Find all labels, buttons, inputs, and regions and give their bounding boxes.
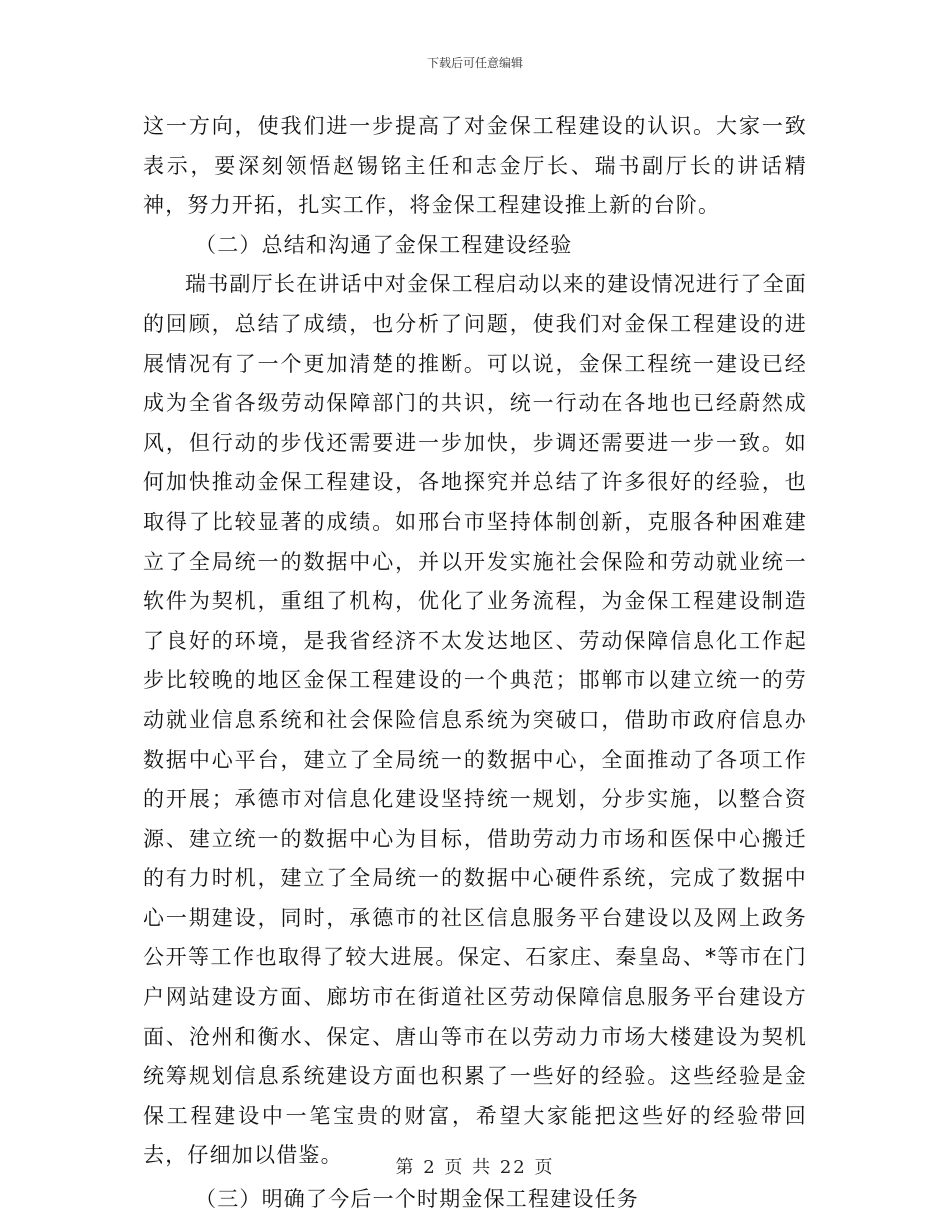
section-heading-3: （三）明确了今后一个时期金保工程建设任务	[195, 1187, 639, 1212]
paragraph-continuation: 这一方向，使我们进一步提高了对金保工程建设的认识。大家一致表示，要深刻领悟赵锡铭主任和志金厅长、瑞书副厅长的讲话精神，努力开拓，扎实工作，将金保工程建设推上新的台阶。	[143, 114, 807, 218]
document-body	[143, 107, 807, 1220]
paragraph-experience: 瑞书副厅长在讲话中对金保工程启动以来的建设情况进行了全面的回顾，总结了成绩，也分析了问题，使我们对金保工程建设的进展情况有了一个更加清楚的推断。可以说，金保工程统一建设已经成为全省各级劳动保障部门的共识，统一行动在各地也已经蔚然成风，但行动的步伐还需要进一步加快，步调还需要进一步一致。如何加快推动金保工程建设，各地探究并总结了许多很好的经验，也取得了比较显著的成绩。如邢台市坚持体制创新，克服各种困难建立了全局统一的数据中心，并以开发实施社会保险和劳动就业统一软件为契机，重组了机构，优化了业务流程，为金保工程建设制造了良好的环境，是我省经济不太发达地区、劳动保障信息化工作起步比较晚的地区金保工程建设的一个典范；邯郸市以建立统一的劳动就业信息系统和社会保险信息系统为突破口，借助市政府信息办数据中心平台，建立了全局统一的数据中心，全面推动了各项工作的开展；承德市对信息化建设坚持统一规划，分步实施，以整合资源、建立统一的数据中心为目标，借助劳动力市场和医保中心搬迁的有力时机，建立了全局统一的数据中心硬件系统，完成了数据中心一期建设，同时，承德市的社区信息服务平台建设以及网上政务公开等工作也取得了较大进展。保定、石家庄、秦皇岛、*等市在门户网站建设方面、廊坊市在街道社区劳动保障信息服务平台建设方面、沧州和衡水、保定、唐山等市在以劳动力市场大楼建设为契机统筹规划信息系统建设方面也积累了一些好的经验。这些经验是金保工程建设中一笔宝贵的财富，希望大家能把这些好的经验带回去，仔细加以借鉴。	[143, 272, 807, 1168]
page-header-note: 下载后可任意编辑	[426, 56, 523, 70]
section-heading-2: （二）总结和沟通了金保工程建设经验	[195, 232, 573, 257]
page-number: 第 2 页 共 22 页	[395, 1157, 555, 1178]
